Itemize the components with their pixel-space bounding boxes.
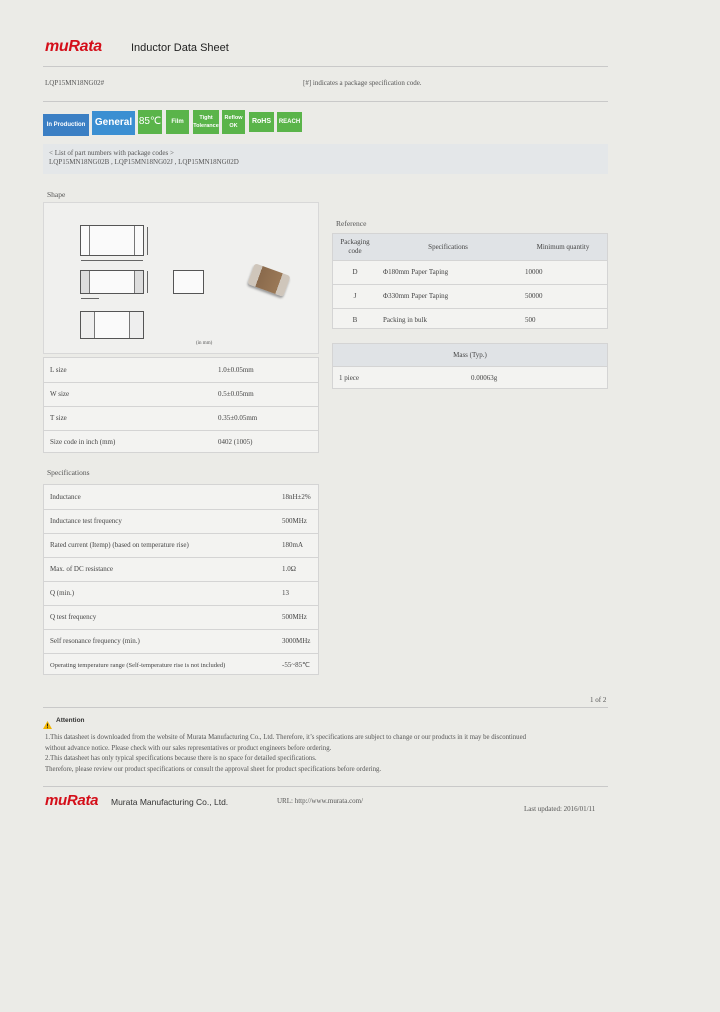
table-row: Q test frequency 500MHz — [44, 605, 318, 629]
table-row: Size code in inch (mm) 0402 (1005) — [50, 438, 253, 447]
shape-label: Shape — [47, 190, 66, 199]
table-row: J Φ330mm Paper Taping 50000 — [333, 284, 607, 308]
shape-drawing — [43, 202, 319, 354]
specifications-label: Specifications — [47, 468, 90, 477]
film-badge: Film — [166, 110, 189, 134]
table-row: Inductance test frequency 500MHz — [44, 509, 318, 533]
table-row: Max. of DC resistance 1.0Ω — [44, 557, 318, 581]
top-view — [80, 225, 144, 256]
package-list-heading: < List of part numbers with package codes > — [49, 149, 174, 157]
mass-table — [332, 343, 608, 389]
table-row: Q (min.) 13 — [44, 581, 318, 605]
part-number: LQP15MN18NG02# — [45, 79, 105, 87]
end-view — [173, 270, 204, 294]
side-view — [80, 270, 144, 294]
bottom-view — [80, 311, 144, 339]
general-badge: General — [92, 111, 135, 135]
reference-label: Reference — [336, 219, 367, 228]
footer-murata-logo: muRata — [45, 792, 99, 809]
attention-text: 1.This datasheet is downloaded from the website of Murata Manufacturing Co., Ltd. Therefore, it’s specifications are subject to change or our products in it may be discontinued without advance notice. Please check with our sales representatives or product engineers before ordering. 2.This datasheet has only typical specifications because there is no space for detailed specifications. Therefore, please review our product specifications or consult the approval sheet for product specifications before ordering. — [45, 734, 526, 773]
col-specifications: Specifications — [377, 234, 519, 260]
table-row: W size 0.5±0.05mm — [44, 382, 318, 406]
attention-title: Attention — [56, 717, 85, 724]
table-row: L size 1.0±0.05mm — [44, 358, 318, 382]
table-row: Rated current (Itemp) (based on temperature rise) 180mA — [44, 533, 318, 557]
table-row: Inductance 18nH±2% — [44, 485, 318, 509]
page-title: Inductor Data Sheet — [131, 42, 229, 54]
last-updated: Last updated: 2016/01/11 — [524, 805, 596, 813]
specifications-table — [43, 484, 319, 675]
warning-icon — [43, 716, 51, 724]
col-packaging-code: Packaging code — [333, 234, 377, 260]
table-row: B Packing in bulk 500 — [352, 316, 536, 325]
reach-badge: REACH — [277, 112, 302, 132]
table-row: D Φ180mm Paper Taping 10000 — [333, 260, 607, 284]
in-production-badge: In Production — [43, 114, 89, 136]
reflow-ok-badge: Reflow OK — [222, 110, 245, 134]
package-list-box — [43, 144, 608, 174]
package-note: [#] indicates a package specification code. — [303, 79, 422, 87]
table-row: T size 0.35±0.05mm — [44, 406, 318, 430]
page-number: 1 of 2 — [590, 696, 607, 704]
company-name: Murata Manufacturing Co., Ltd. — [111, 797, 229, 807]
product-photo — [247, 263, 290, 297]
tight-tolerance-badge: Tight Tolerance — [193, 110, 219, 134]
reference-table — [332, 233, 608, 329]
table-row: Operating temperature range (Self-temperature rise is not included) -55~85℃ — [50, 661, 310, 670]
table-row: Self resonance frequency (min.) 3000MHz — [44, 629, 318, 653]
shape-table — [43, 357, 319, 453]
package-list-items: LQP15MN18NG02B , LQP15MN18NG02J , LQP15MN18NG02D — [49, 158, 239, 166]
temperature-85-badge: 85℃ — [138, 110, 162, 134]
col-minimum-quantity: Minimum quantity — [519, 234, 607, 260]
rohs-badge: RoHS — [249, 112, 274, 132]
table-row: 1 piece 0.00063g — [339, 374, 498, 383]
mass-header: Mass (Typ.) — [333, 344, 607, 366]
company-url[interactable]: URL: http://www.murata.com/ — [277, 797, 364, 805]
unit-label: (in mm) — [196, 341, 213, 346]
murata-logo: muRata — [45, 38, 102, 55]
